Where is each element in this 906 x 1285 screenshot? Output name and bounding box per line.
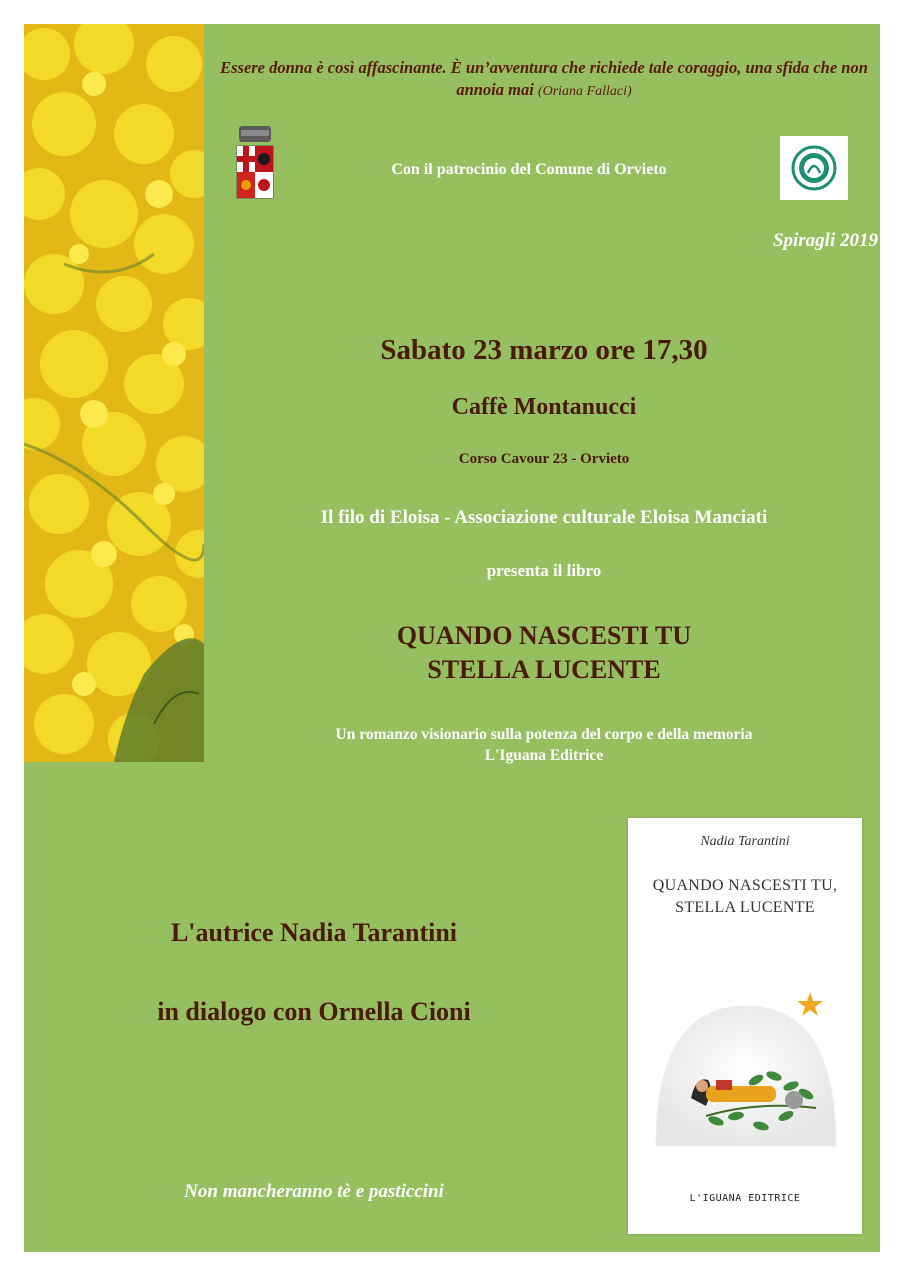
presents-text: presenta il libro: [486, 561, 602, 580]
star-icon: [797, 992, 823, 1016]
cover-publisher: L'IGUANA EDITRICE: [689, 1193, 801, 1204]
mimosa-photo: [24, 24, 204, 762]
dialogue-line: in dialogo con Ornella Cioni: [157, 997, 471, 1026]
author-line: L'autrice Nadia Tarantini: [170, 918, 458, 947]
book-title-line-2: STELLA LUCENTE: [427, 655, 661, 684]
book-info: [214, 724, 874, 766]
book-publisher: L'Iguana Editrice: [484, 747, 604, 764]
event-datetime: Sabato 23 marzo ore 17,30: [380, 334, 708, 366]
book-cover-image: [628, 818, 862, 1234]
organizer-text: Il filo di Eloisa - Associazione culturale Eloisa Manciati: [320, 507, 768, 528]
footer-note: Non mancheranno tè e pasticcini: [184, 1181, 444, 1202]
book-title-line-1: QUANDO NASCESTI TU: [396, 621, 692, 650]
event-venue: Caffè Montanucci: [451, 394, 637, 420]
book-title: [214, 619, 874, 687]
cover-title-line-2: STELLA LUCENTE: [675, 899, 815, 916]
orvieto-coat-of-arms-icon: [235, 124, 275, 202]
series-label: Spiragli 2019: [772, 230, 878, 251]
patronage-text: Con il patrocinio del Comune di Orvieto: [391, 161, 667, 178]
association-logo-icon: [780, 136, 848, 200]
book-description: Un romanzo visionario sulla potenza del corpo e della memoria: [335, 726, 753, 743]
quote-attribution: (Oriana Fallaci): [537, 84, 632, 99]
cover-author: Nadia Tarantini: [700, 834, 790, 849]
quote-text: Essere donna è così affascinante. È un’avventura che richiede tale coraggio, una sfida che non annoia mai: [220, 58, 868, 99]
event-address: Corso Cavour 23 - Orvieto: [458, 451, 630, 467]
cover-illustration: [636, 976, 854, 1172]
cover-title-line-1: QUANDO NASCESTI TU,: [652, 877, 838, 894]
event-poster: [24, 24, 880, 1252]
cover-title: [628, 875, 862, 919]
opening-quote: [214, 57, 874, 103]
